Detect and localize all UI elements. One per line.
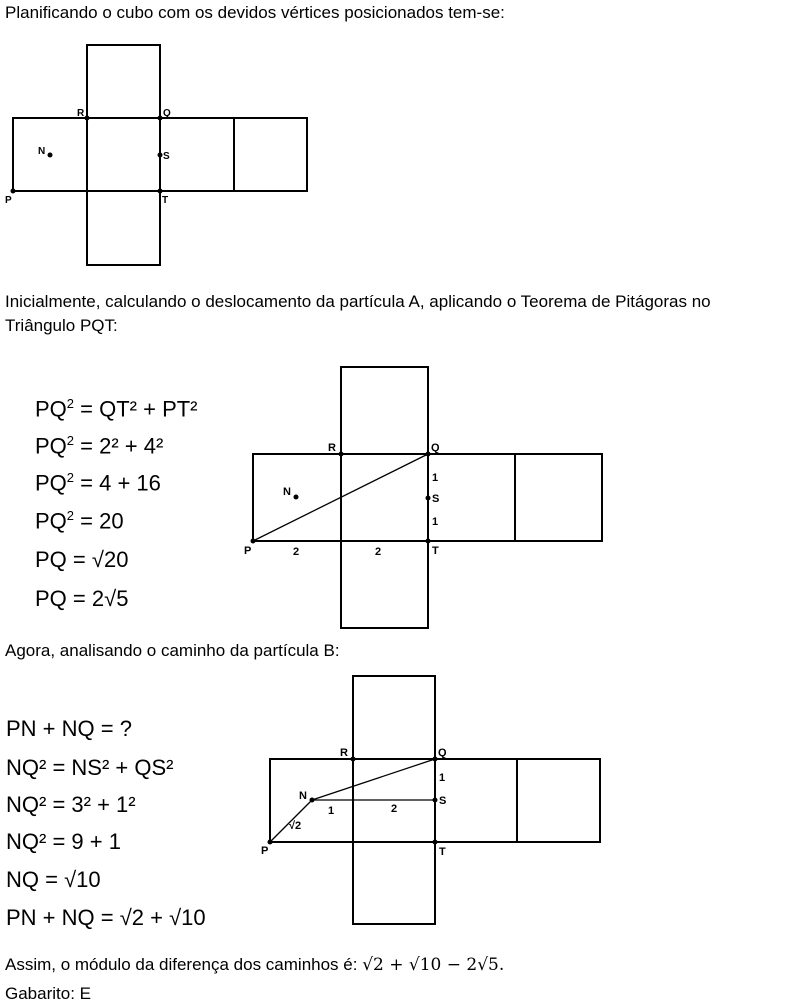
label-P-2: P	[244, 545, 252, 557]
label-R-1: R	[77, 108, 85, 119]
label-P-mid-length: 2	[293, 546, 300, 558]
partA-line2: Triângulo PQT:	[5, 316, 118, 335]
eqB-5: NQ = √10	[6, 867, 101, 892]
label-Q-1: Q	[163, 108, 171, 119]
label-ST-length: 1	[432, 516, 439, 528]
label-N-1: N	[38, 146, 46, 157]
label-N-mid-length: 1	[328, 805, 335, 817]
eqB-1: PN + NQ = ?	[6, 716, 132, 741]
label-P-1: P	[5, 195, 12, 206]
label-T-1: T	[162, 195, 169, 206]
label-T-2: T	[432, 545, 439, 557]
eqB-3: NQ² = 3² + 1²	[6, 792, 136, 817]
label-S-1: S	[163, 151, 170, 162]
label-N-2: N	[283, 486, 291, 498]
label-T-3: T	[439, 846, 446, 858]
answer-text: Gabarito: E	[5, 984, 91, 1003]
label-QS-length-3: 1	[439, 772, 446, 784]
eqB-6: PN + NQ = √2 + √10	[6, 905, 206, 930]
label-Q-2: Q	[431, 442, 440, 454]
label-QS-length: 1	[432, 472, 439, 484]
label-S-3: S	[439, 795, 447, 807]
label-P-3: P	[261, 845, 269, 857]
partB-text: Agora, analisando o caminho da partícula B:	[5, 641, 340, 660]
eqB-4: NQ² = 9 + 1	[6, 829, 121, 854]
partA-line1: Inicialmente, calculando o deslocamento da partícula A, aplicando o Teorema de Pitágoras no	[5, 292, 711, 311]
label-mid-S-length: 2	[391, 803, 398, 815]
label-N-3: N	[299, 790, 307, 802]
eqB-2: NQ² = NS² + QS²	[6, 755, 174, 780]
conclusion-expression: √2 + √10 − 2√5.	[362, 955, 505, 975]
intro-text: Planificando o cubo com os devidos vértices posicionados tem-se:	[5, 3, 505, 22]
eqA-1: $PQ^2 = QT^2 + PT^2$	[35, 396, 198, 422]
eqA-6: PQ = 2√5	[35, 586, 129, 611]
label-PN-length: √2	[289, 820, 302, 832]
eqA-4: $PQ^2 = 20$	[35, 508, 124, 534]
eqA-5: PQ = √20	[35, 547, 129, 572]
label-R-3: R	[340, 747, 348, 759]
label-R-2: R	[328, 442, 336, 454]
label-S-2: S	[432, 493, 440, 505]
label-mid-T-length: 2	[375, 546, 382, 558]
eqA-3: $PQ^2 = 4 + 16$	[35, 470, 161, 496]
label-Q-3: Q	[438, 747, 447, 759]
eqA-2: $PQ^2 = 2^2 + 4^2$	[35, 433, 164, 459]
conclusion-text: Assim, o módulo da diferença dos caminhos é: √2 + √10 − 2√5.	[5, 955, 505, 975]
